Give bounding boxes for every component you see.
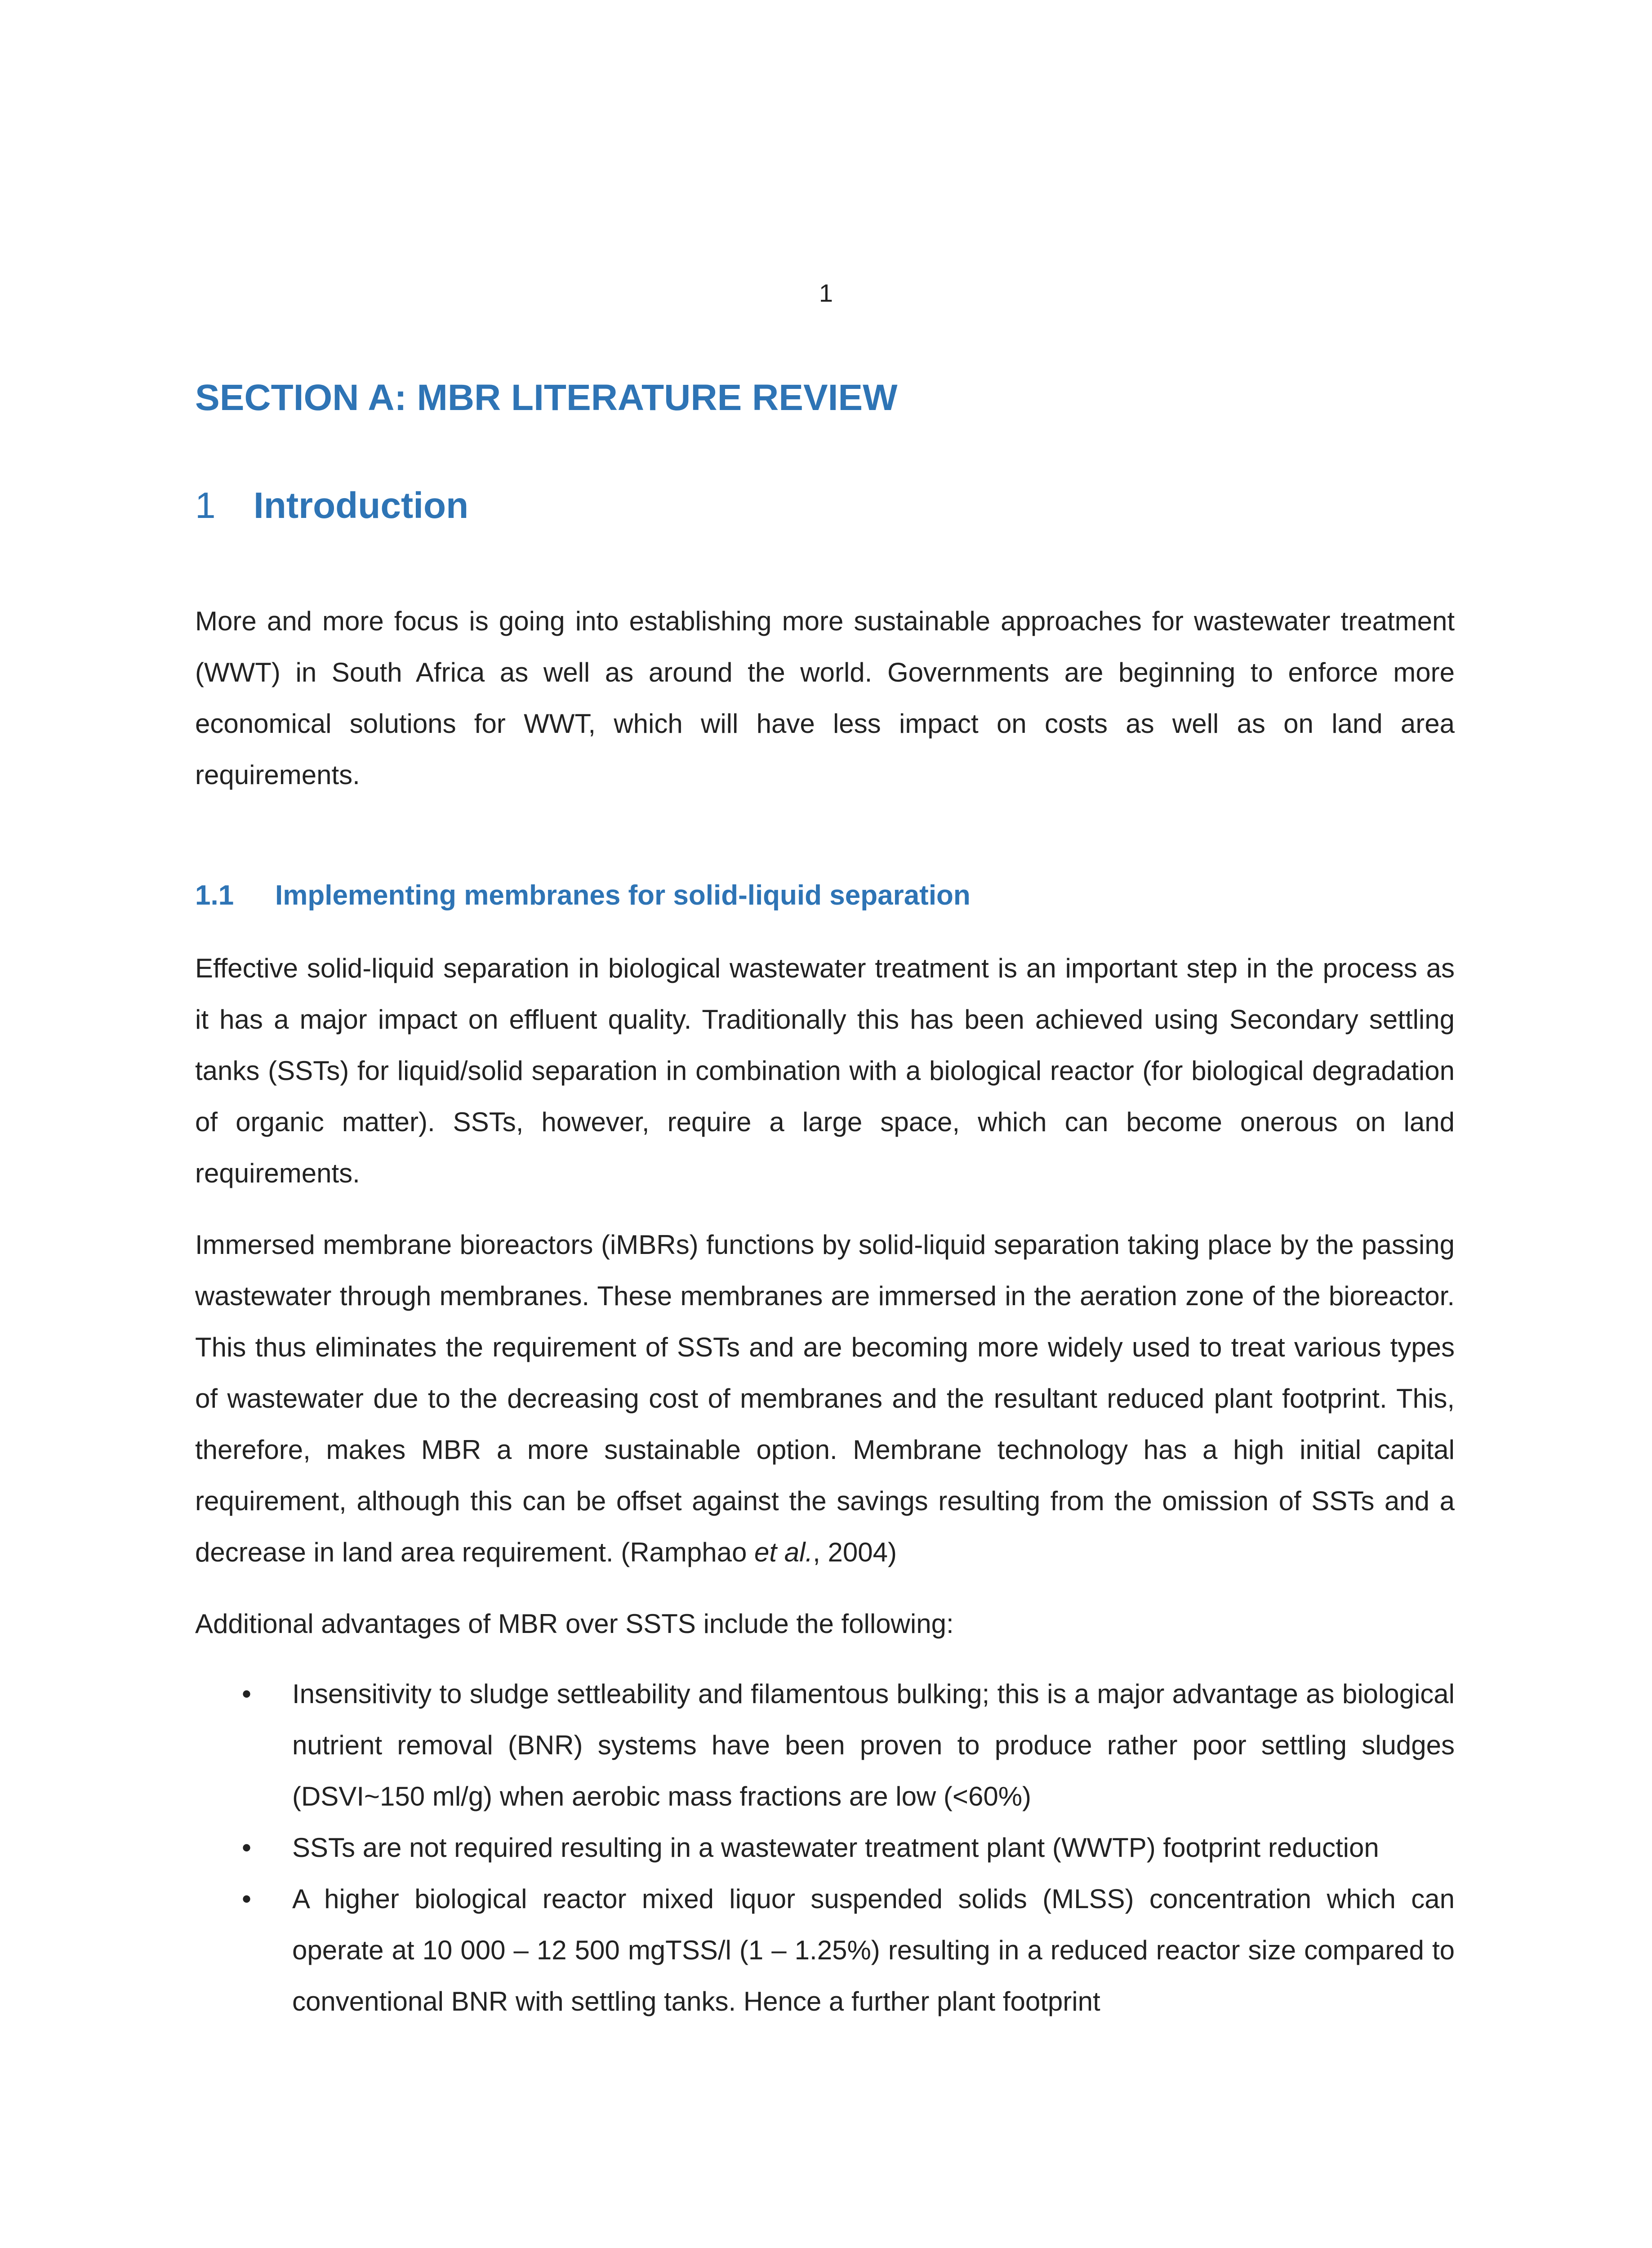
document-body <box>195 373 1455 2027</box>
paragraph-solid-liquid: Effective solid-liquid separation in biological wastewater treatment is an important step in the process as it has a major impact on effluent quality. Traditionally this has been achieved using Secondary settling tanks (SSTs) for liquid/solid separation in combination with a biological reactor (for biological degradation of organic matter). SSTs, however, require a large space, which can become onerous on land requirements. <box>195 953 1455 1188</box>
list-item-text: SSTs are not required resulting in a wastewater treatment plant (WWTP) footprint reduction <box>292 1833 1379 1863</box>
paragraph-advantages-intro: Additional advantages of MBR over SSTS include the following: <box>195 1609 954 1639</box>
section-title: SECTION A: MBR LITERATURE REVIEW <box>195 377 898 418</box>
bullet-icon: • <box>242 1679 252 1709</box>
citation-year: , 2004) <box>813 1537 897 1567</box>
subheading-membranes <box>195 875 1455 916</box>
paragraph-imbr <box>195 1219 1455 1578</box>
list-item-text: Insensitivity to sludge settleability and filamentous bulking; this is a major advantage as biological nutrient removal (BNR) systems have been proven to produce rather poor settling sludges (DSVI~150 ml/g) when aerobic mass fractions are low (<60%) <box>292 1679 1455 1811</box>
intro-paragraph: More and more focus is going into establishing more sustainable approaches for wastewater treatment (WWT) in South Africa as well as around the world. Governments are beginning to enforce more economical solutions for WWT, which will have less impact on costs as well as on land area requirements. <box>195 606 1455 790</box>
page-number: 1 <box>819 279 833 307</box>
subheading-title: Implementing membranes for solid-liquid separation <box>275 880 971 911</box>
paragraph-imbr-text: Immersed membrane bioreactors (iMBRs) functions by solid-liquid separation taking place by the passing wastewater through membranes. These membranes are immersed in the aeration zone of the bioreactor. This thus eliminates the requirement of SSTs and are becoming more widely used to treat various types of wastewater due to the decreasing cost of membranes and the resultant reduced plant footprint. This, therefore, makes MBR a more sustainable option. Membrane technology has a high initial capital requirement, although this can be offset against the savings resulting from the omission of SSTs and a decrease in land area requirement. (Ramphao <box>195 1230 1455 1567</box>
list-item <box>195 1873 1455 2027</box>
list-item <box>195 1822 1455 1873</box>
bullet-icon: • <box>242 1884 252 1914</box>
bullet-icon: • <box>242 1833 252 1863</box>
subheading-number: 1.1 <box>195 880 234 911</box>
list-item <box>195 1668 1455 1822</box>
advantages-list <box>195 1668 1455 2027</box>
heading-introduction <box>195 481 1455 531</box>
list-item-text: A higher biological reactor mixed liquor suspended solids (MLSS) concentration which can operate at 10 000 – 12 500 mgTSS/l (1 – 1.25%) resulting in a reduced reactor size compared to conventional BNR with settling tanks. Hence a further plant footprint <box>292 1884 1455 2016</box>
heading-title: Introduction <box>254 485 469 526</box>
citation-et-al: et al. <box>754 1537 813 1567</box>
heading-number: 1 <box>195 485 216 526</box>
